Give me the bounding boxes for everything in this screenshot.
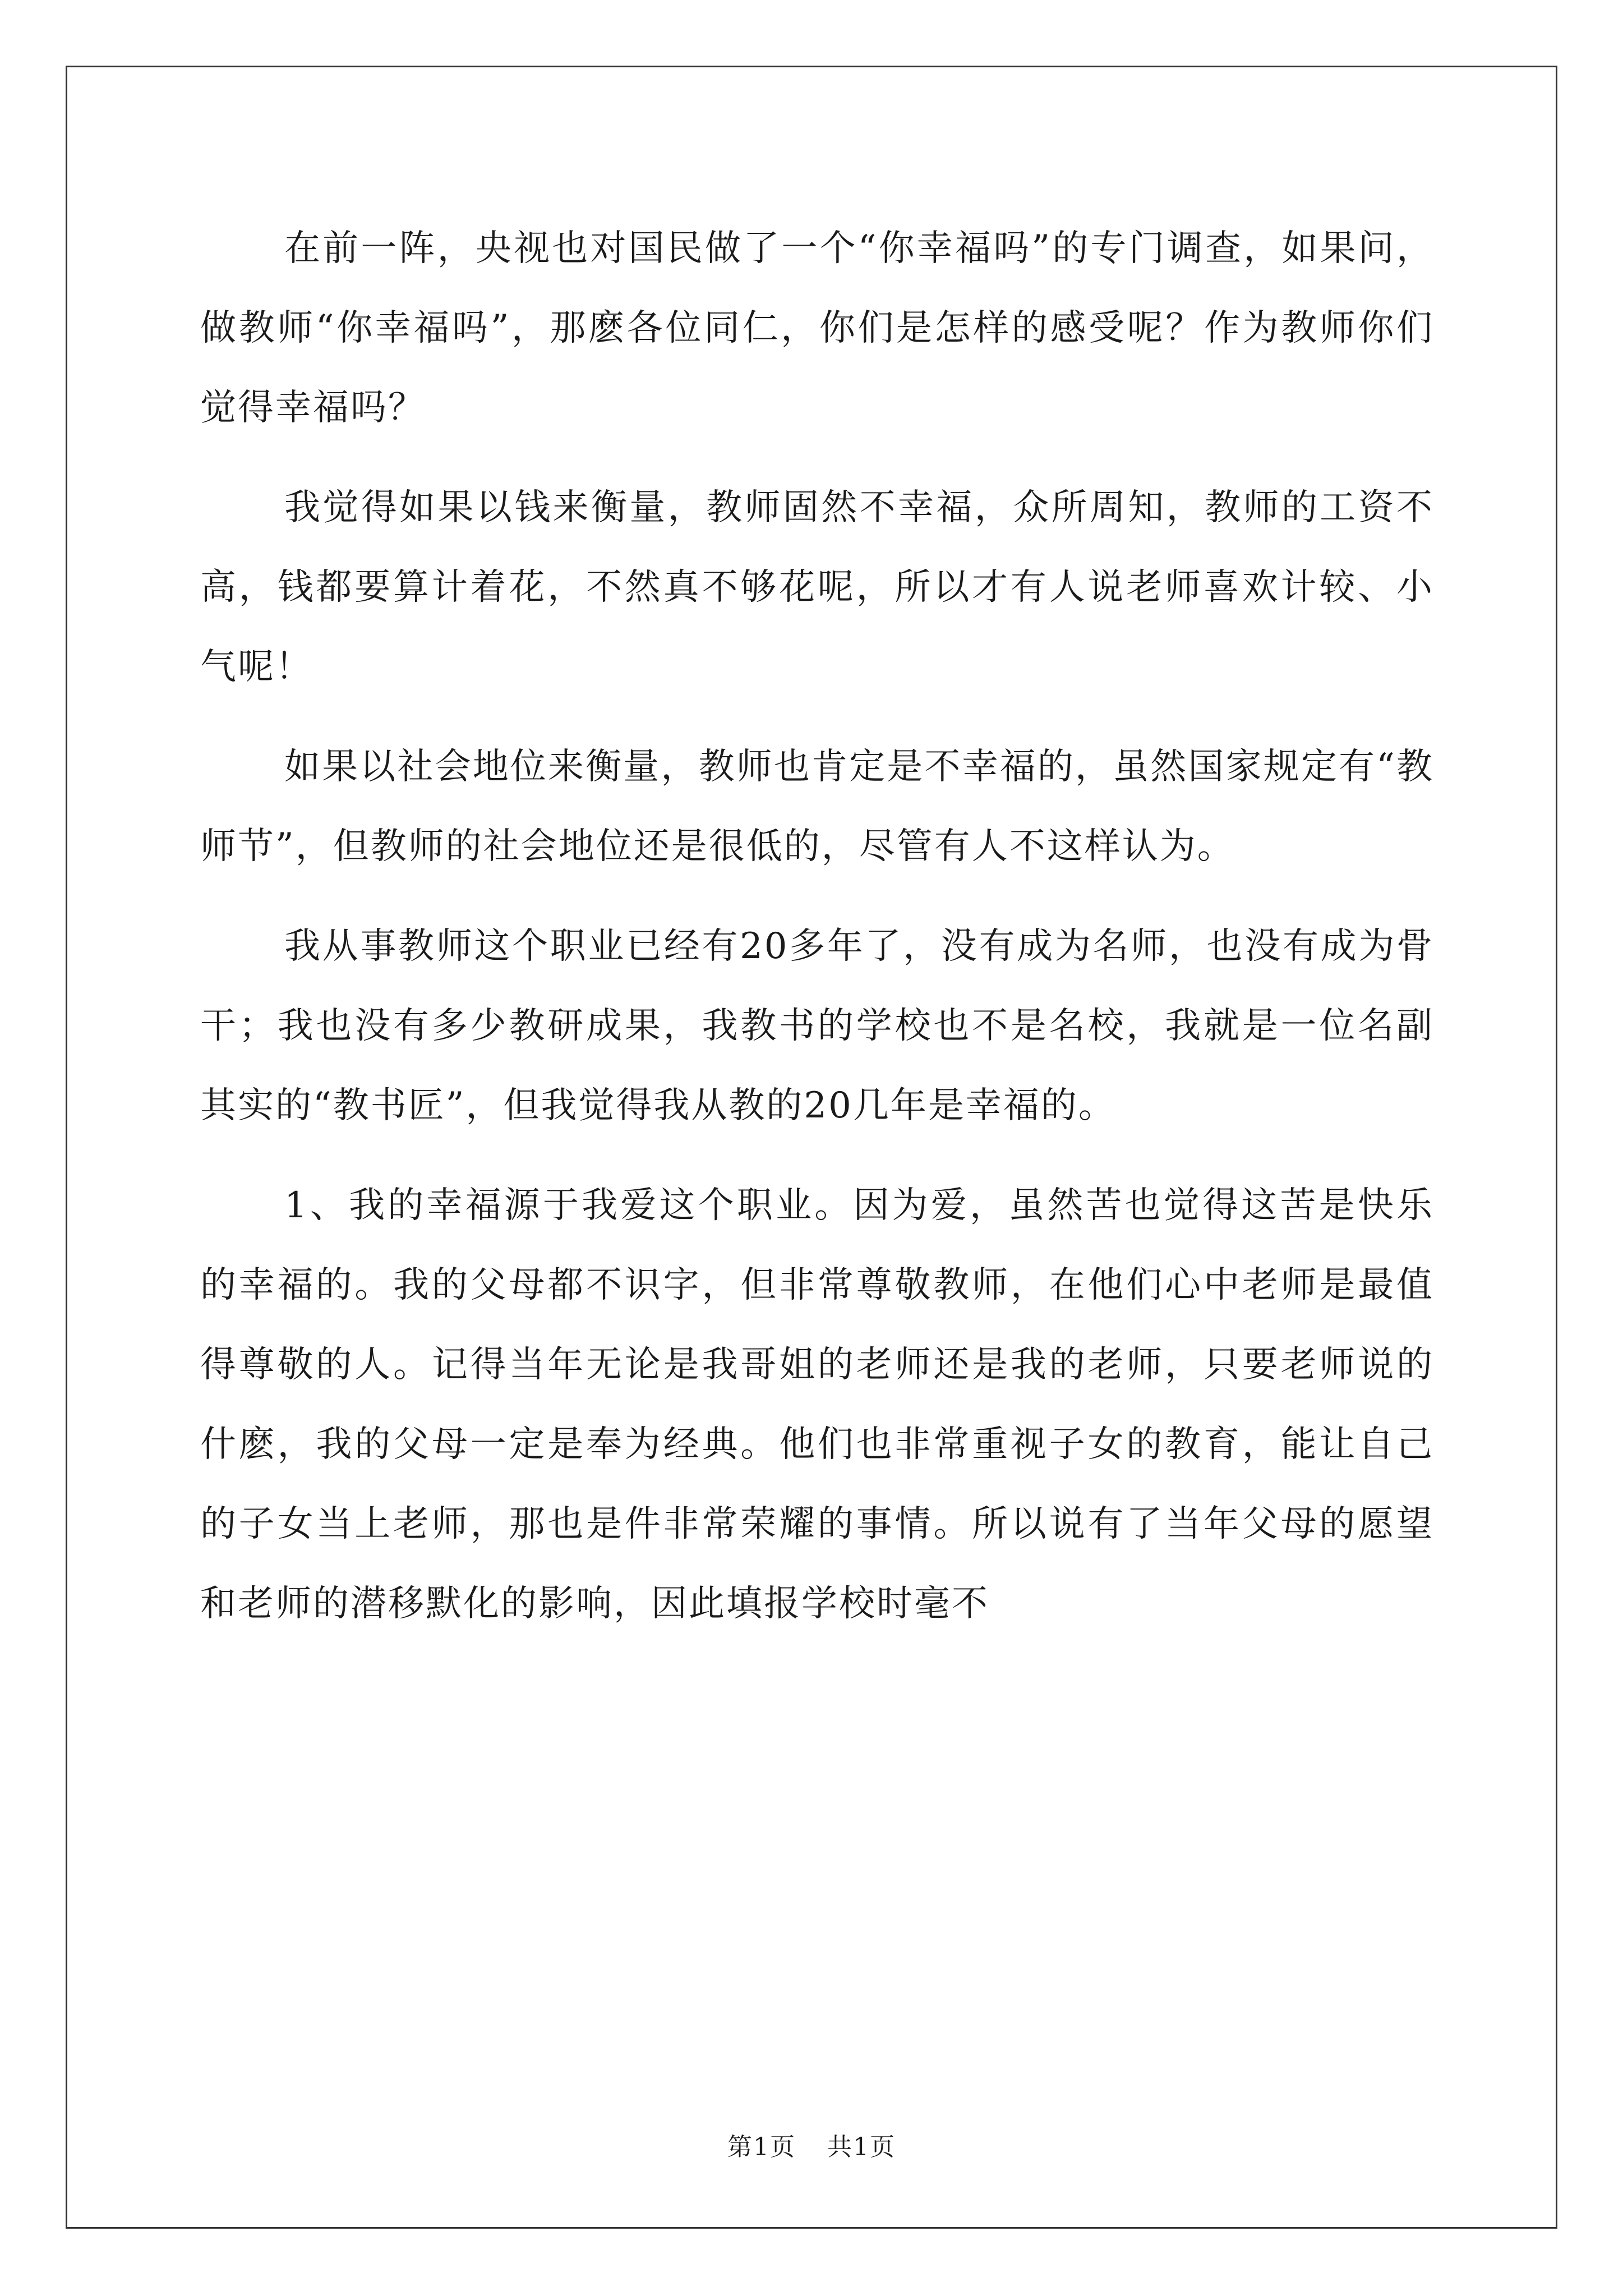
page-number: 第1页 (727, 2133, 796, 2161)
paragraph: 如果以社会地位来衡量，教师也肯定是不幸福的，虽然国家规定有“教师节”，但教师的社会地位还是很低的，尽管有人不这样认为。 (200, 746, 1434, 867)
paragraph: 在前一阵，央视也对国民做了一个“你幸福吗”的专门调查，如果问，做教师“你幸福吗”，那麽各位同仁，你们是怎样的感受呢？作为教师你们觉得幸福吗？ (200, 228, 1434, 429)
page-total: 共1页 (827, 2133, 896, 2161)
paragraph: 我从事教师这个职业已经有20多年了，没有成为名师，也没有成为骨干；我也没有多少教研成果，我教书的学校也不是名校，我就是一位名副其实的“教书匠”，但我觉得我从教的20几年是幸福的。 (200, 926, 1434, 1126)
paragraph: 1、我的幸福源于我爱这个职业。因为爱，虽然苦也觉得这苦是快乐的幸福的。我的父母都不识字，但非常尊敬教师，在他们心中老师是最值得尊敬的人。记得当年无论是我哥姐的老师还是我的老师，只要老师说的什麽，我的父母一定是奉为经典。他们也非常重视子女的教育，能让自己的子女当上老师，那也是件非常荣耀的事情。所以说有了当年父母的愿望和老师的潜移默化的影响，因此填报学校时毫不 (200, 1185, 1434, 1625)
paragraph: 我觉得如果以钱来衡量，教师固然不幸福，众所周知，教师的工资不高，钱都要算计着花，不然真不够花呢，所以才有人说老师喜欢计较、小气呢！ (200, 487, 1434, 688)
page-footer (0, 2131, 1623, 2164)
document-body (200, 209, 1434, 1664)
